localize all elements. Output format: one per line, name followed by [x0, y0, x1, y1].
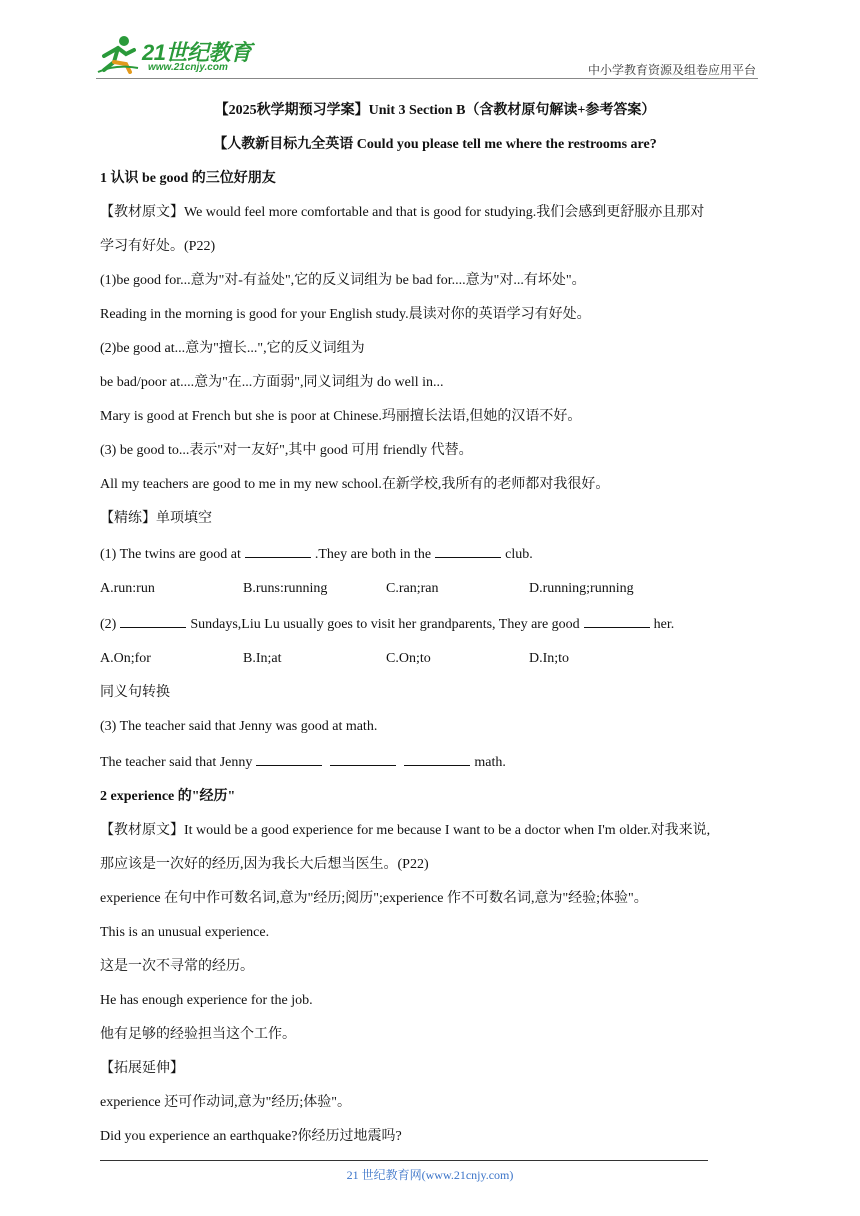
- q1-options: [100, 580, 770, 597]
- question-3-rewrite: [100, 752, 770, 771]
- q3-blank-3[interactable]: [404, 752, 470, 766]
- q3-part-c: math.: [474, 755, 506, 770]
- site-logo[interactable]: [96, 34, 266, 78]
- section1-heading: 1 认识 be good 的三位好朋友: [100, 171, 276, 186]
- question-2: [100, 614, 770, 633]
- question-1: [100, 544, 770, 563]
- paragraph-6: (3) be good to...表示"对一友好",其中 good 可用 friendly 代替。: [100, 443, 473, 458]
- q1-option-c[interactable]: C.ran;ran: [386, 581, 439, 596]
- q2-option-d[interactable]: D.In;to: [529, 651, 570, 666]
- section1-original-a: 【教材原文】We would feel more comfortable and that is good for studying.我们会感到更舒服亦且那对: [100, 205, 705, 220]
- q1-part-a: (1) The twins are good at: [100, 547, 241, 562]
- explain-7: Did you experience an earthquake?你经历过地震吗?: [100, 1129, 402, 1144]
- explain-1: experience 在句中作可数名词,意为"经历;阅历";experience 作不可数名词,意为"经验;体验"。: [100, 891, 648, 906]
- footer-divider: [100, 1160, 708, 1161]
- logo-text: 21世纪教育: [142, 40, 252, 65]
- runner-icon: [96, 34, 140, 74]
- section2-original-b: 那应该是一次好的经历,因为我长大后想当医生。(P22): [100, 857, 429, 872]
- q2-part-a: (2): [100, 617, 117, 632]
- header-divider: [96, 78, 758, 79]
- section2-heading: 2 experience 的"经历": [100, 789, 236, 804]
- explain-5: 他有足够的经验担当这个工作。: [100, 1027, 296, 1042]
- q3-part-a: The teacher said that Jenny: [100, 755, 253, 770]
- paragraph-7: All my teachers are good to me in my new school.在新学校,我所有的老师都对我很好。: [100, 477, 610, 492]
- q1-blank-2[interactable]: [435, 544, 501, 558]
- q1-option-b[interactable]: B.runs:running: [243, 581, 328, 596]
- q2-blank-2[interactable]: [584, 614, 650, 628]
- q1-part-c: club.: [505, 547, 533, 562]
- q2-part-b: Sundays,Liu Lu usually goes to visit her grandparents, They are good: [190, 617, 580, 632]
- explain-2: This is an unusual experience.: [100, 925, 270, 940]
- practice-label: 【精练】单项填空: [100, 511, 212, 526]
- q2-option-c[interactable]: C.On;to: [386, 651, 431, 666]
- q1-blank-1[interactable]: [245, 544, 311, 558]
- header-tagline: 中小学教育资源及组卷应用平台: [587, 63, 756, 77]
- section1-original-b: 学习有好处。(P22): [100, 239, 216, 254]
- q1-option-d[interactable]: D.running;running: [529, 581, 634, 596]
- logo-url: www.21cnjy.com: [148, 62, 228, 73]
- q2-option-a[interactable]: A.On;for: [100, 651, 151, 666]
- question-3: (3) The teacher said that Jenny was good at math.: [100, 719, 378, 734]
- document-body: [100, 102, 770, 1162]
- q2-option-b[interactable]: B.In;at: [243, 651, 282, 666]
- q2-options: [100, 650, 770, 667]
- q2-blank-1[interactable]: [120, 614, 186, 628]
- paragraph-4: be bad/poor at....意为"在...方面弱",同义词组为 do well in...: [100, 375, 444, 390]
- paragraph-3: (2)be good at...意为"擅长...",它的反义词组为: [100, 341, 365, 356]
- doc-title: 【2025秋学期预习学案】Unit 3 Section B（含教材原句解读+参考答案）: [214, 103, 656, 118]
- q1-part-b: .They are both in the: [314, 547, 432, 562]
- explain-6: experience 还可作动词,意为"经历;体验"。: [100, 1095, 351, 1110]
- extend-label: 【拓展延伸】: [100, 1061, 184, 1076]
- paragraph-5: Mary is good at French but she is poor at Chinese.玛丽擅长法语,但她的汉语不好。: [100, 409, 582, 424]
- explain-3: 这是一次不寻常的经历。: [100, 959, 254, 974]
- explain-4: He has enough experience for the job.: [100, 993, 313, 1008]
- q2-part-c: her.: [653, 617, 675, 632]
- doc-subtitle: 【人教新目标九全英语 Could you please tell me where the restrooms are?: [213, 137, 657, 152]
- q3-blank-2[interactable]: [330, 752, 396, 766]
- q3-blank-1[interactable]: [256, 752, 322, 766]
- q1-option-a[interactable]: A.run:run: [100, 581, 155, 596]
- synonym-label: 同义句转换: [100, 685, 170, 700]
- paragraph-2: Reading in the morning is good for your English study.晨读对你的英语学习有好处。: [100, 307, 591, 322]
- section2-original-a: 【教材原文】It would be a good experience for me because I want to be a doctor when I'm older.对我来说,: [100, 823, 711, 838]
- page-header: [0, 0, 860, 82]
- page-footer[interactable]: 21 世纪教育网(www.21cnjy.com): [346, 1168, 514, 1182]
- paragraph-1: (1)be good for...意为"对-有益处",它的反义词组为 be bad for....意为"对...有坏处"。: [100, 273, 586, 288]
